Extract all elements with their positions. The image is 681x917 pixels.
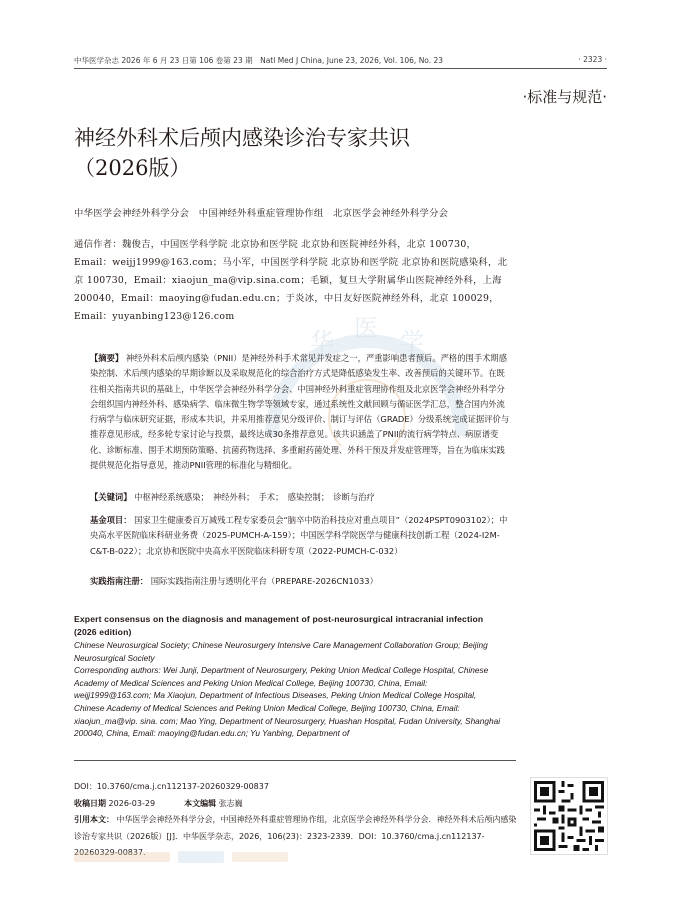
journal-citation-header: 中华医学杂志 2026 年 6 月 23 日第 106 卷第 23 期 Natl Med J China, June 23, 2026, Vol. 106, No. 23 xyxy=(74,56,444,65)
received-label: 收稿日期 xyxy=(74,798,106,808)
keywords xyxy=(90,490,510,505)
svg-text:医: 医 xyxy=(354,314,378,342)
article-footnote xyxy=(74,779,522,862)
english-title: Expert consensus on the diagnosis and management of post-neurosurgical intracranial infection (2026 edition) xyxy=(74,614,484,637)
footnote-rule xyxy=(74,760,516,761)
author-organizations: 中华医学会神经外科学分会 中国神经外科重症管理协作组 北京医学会神经外科学分会 xyxy=(74,208,449,219)
qr-code-icon[interactable] xyxy=(530,777,608,855)
received-editor-line xyxy=(74,796,522,813)
corresponding-authors: 通信作者：魏俊吉，中国医学科学院 北京协和医学院 北京协和医院神经外科，北京 100730，Email：weijj1999@163.com；马小军，中国医学科学院 北京协和医学院 北京协和医院感染科，北京 100730，Email：xiaojun_ma@vip.sina.com；毛颖，复旦大学附属华山医院神经外科，上海 200040，Email：maoying@fudan.edu.cn；于炎冰，中日友好医院神经外科，北京 100029，Email：yuyanbing123@126.com xyxy=(74,239,508,322)
abstract-chinese xyxy=(90,351,510,473)
keywords-text: 中枢神经系统感染； 神经外科； 手术； 感染控制； 诊断与治疗 xyxy=(134,492,375,502)
article-title xyxy=(74,123,594,183)
keywords-label: 【关键词】 xyxy=(90,492,132,502)
registration-label: 实践指南注册： xyxy=(90,576,149,586)
citation xyxy=(74,812,522,862)
citation-text: 中华医学会神经外科学分会，中国神经外科重症管理协作组，北京医学会神经外科学分会．神经外科术后颅内感染诊治专家共识（2026版）[J]．中华医学杂志，2026，106(23)：2323-2339．DOI：10.3760/cma.j.cn112137-20260329-00837. xyxy=(74,815,517,857)
abstract-label: 【摘要】 xyxy=(90,353,124,363)
editor-label: 本文编辑 xyxy=(184,798,217,808)
received-date: 2026-03-29 xyxy=(108,798,156,808)
funding-text: 国家卫生健康委百万减残工程专家委员会“脑卒中防治科技应对重点项目”（2024PSPT0903102）；中央高水平医院临床科研业务费（2025-PUMCH-A-159）；中国医学科学院医学与健康科技创新工程（2024-I2M-C&T-B-022）；北京协和医院中央高水平医院临床科研专项（2022-PUMCH-C-032） xyxy=(90,515,508,556)
doi-line[interactable]: DOI：10.3760/cma.j.cn112137-20260329-00837 xyxy=(74,782,269,791)
funding-label: 基金项目： xyxy=(90,515,132,525)
header-rule xyxy=(74,68,607,69)
citation-label: 引用本文： xyxy=(74,815,114,824)
editor-name: 张志巍 xyxy=(218,798,243,808)
page-number: · 2323 · xyxy=(578,55,607,64)
running-header xyxy=(74,55,607,69)
svg-text:华: 华 xyxy=(310,328,334,356)
column-label: ·标准与规范· xyxy=(522,88,607,106)
abstract-text: 神经外科术后颅内感染（PNII）是神经外科手术常见并发症之一，严重影响患者预后。严格的围手术期感染控制、术后颅内感染的早期诊断以及采取规范化的综合治疗方式是降低感染发生率、改善预后的关键环节。在既往相关指南共识的基础上，中华医学会神经外科学分会、中国神经外科重症管理协作组及北京医学会神经外科学分会组织国内神经外科、感染病学、临床微生物学等领域专家，通过系统性文献回顾与循证医学汇总，整合国内外流行病学与临床研究证据，形成本共识，并采用推荐意见分级评价、制订与评估（GRADE）分级系统完成证据评价与推荐意见形成，经多轮专家讨论与投票，最终达成30条推荐意见。该共识涵盖了PNII的流行病学特点、病原谱变化、诊断标准、围手术期预防策略、抗菌药物选择、多重耐药菌处理、外科干预及并发症管理等，旨在为临床实践提供规范化指导意见，推动PNII管理的标准化与精细化。 xyxy=(90,353,510,471)
funding xyxy=(90,513,510,559)
svg-text:学: 学 xyxy=(400,328,424,356)
abstract-english xyxy=(74,613,506,740)
guideline-registration xyxy=(90,574,510,589)
article-title-line2: （2026版） xyxy=(74,156,191,180)
article-title-line1: 神经外科术后颅内感染诊治专家共识 xyxy=(74,126,410,150)
english-corresponding-authors: Corresponding authors: Wei Junji, Department of Neurosurgery, Peking Union Medical College Hospital, Chinese Academy of Medical Sciences and Peking Union Medical College, Beijing 100730, China, Email: weijj1999@163.com; Ma Xiaojun, Department of Infectious Diseases, Peking Union Medical College Hospital, Chinese Academy of Medical Sciences and Peking Union Medical College, Beijing 100730, China, Email: xiaojun_ma@vip. sina. com; Mao Ying, Department of Neurosurgery, Huashan Hospital, Fudan University, Shanghai 200040, China, Email: maoying@fudan.edu.cn; Yu Yanbing, Department of xyxy=(74,665,501,739)
english-organizations: Chinese Neurosurgical Society; Chinese Neurosurgery Intensive Care Management Collaboration Group; Beijing Neurosurgical Society xyxy=(74,640,488,663)
registration-text: 国际实践指南注册与透明化平台（PREPARE-2026CN1033） xyxy=(150,576,378,586)
